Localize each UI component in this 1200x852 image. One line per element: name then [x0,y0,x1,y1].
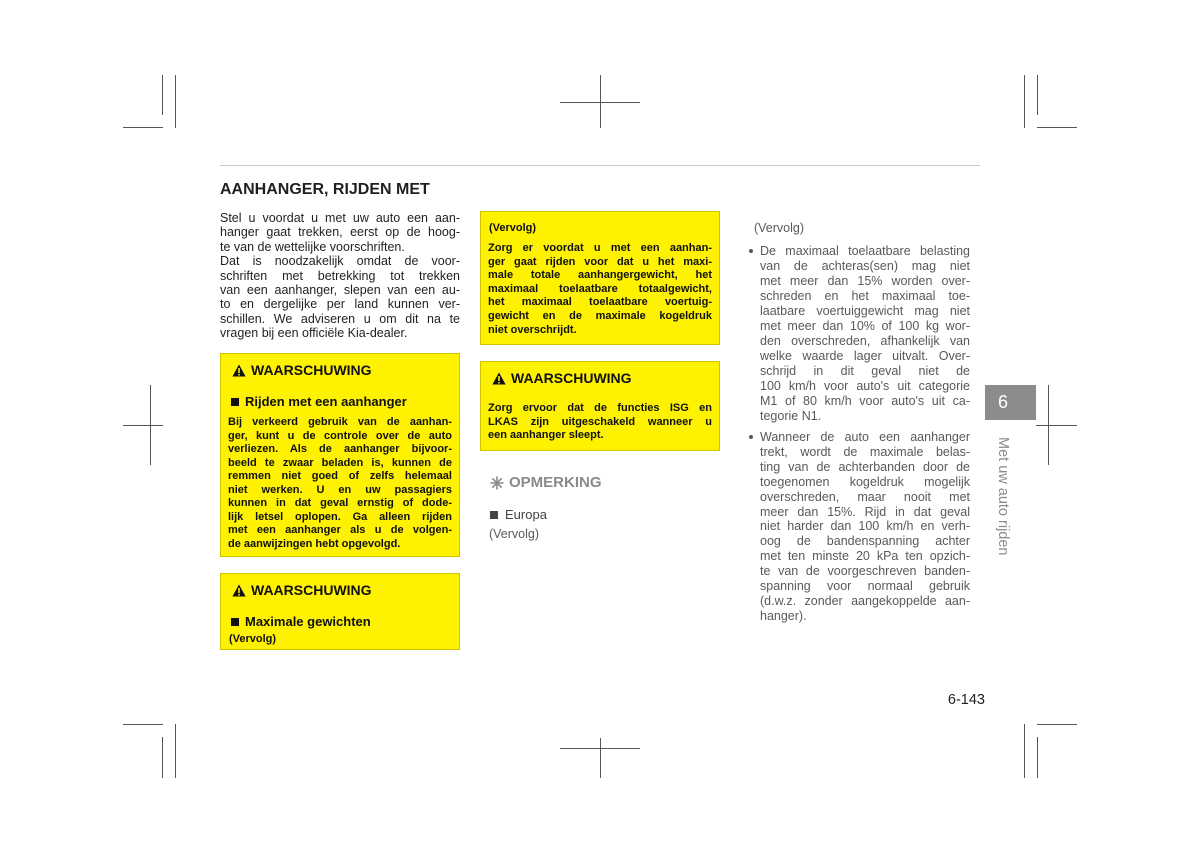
chapter-title: Met uw auto rijden [995,437,1011,556]
list-item-line: ting van de achterbanden door de [760,459,970,474]
list-item-line: De maximaal toelaatbare belasting [760,244,970,258]
warning-body [488,242,712,337]
warning-subheading-label: Maximale gewichten [245,614,371,629]
list-item-line: te van de voorgeschreven banden- [760,564,970,579]
section-heading: AANHANGER, RIJDEN MET [220,181,430,198]
warning-triangle-icon [492,372,506,385]
warning-body-line: het maximaal toelaatbare voertuig- [488,296,712,309]
list-item-line: meer dan 15%. Rijd in dat geval [760,504,970,519]
chapter-number: 6 [998,392,1009,412]
list-item-line: Wanneer de auto een aanhanger [760,430,970,444]
warning-body-line: male totale aanhangergewicht, het [488,269,712,282]
continued-label: (Vervolg) [489,222,537,234]
chapter-tab [985,385,1036,420]
warning-box-trailer-driving [220,353,460,557]
warning-subheading [231,394,407,410]
intro-text-line: te van de wettelijke voorschriften. [220,239,405,254]
warning-body-line: verliezen. Als de aanhanger bijvoor- [228,443,452,455]
warning-body-line: Bij verkeerd gebruik van de aanhan- [228,416,452,428]
intro-text-line: van een aanhanger, slepen van een au- [220,283,460,298]
warning-body [488,402,712,443]
warning-title [232,582,372,598]
intro-text-line: hanger gaat trekken, eerst op de hoog- [220,225,460,240]
bullet-dot-icon [749,249,753,253]
warning-subheading [231,614,371,630]
list-item-line: niet harder dan 100 km/h en verh- [760,519,970,534]
continued-label: (Vervolg) [229,633,277,645]
list-item-line: schrijd in dit geval niet de [760,364,970,378]
intro-text [220,211,460,341]
list-item-line: schreden en het maximaal toe- [760,289,970,303]
warning-triangle-icon [232,364,246,377]
warning-body-line: LKAS zijn uitgeschakeld wanneer u [488,415,712,428]
note-heading-label: OPMERKING [509,474,602,491]
page-number: 6-143 [947,692,985,708]
warning-title [232,362,372,378]
square-bullet-icon [490,511,498,519]
warning-body-line: ger, kunt u de controle over de auto [228,429,452,442]
warning-subheading-label: Rijden met een aanhanger [245,394,407,409]
asterisk-icon [490,476,504,490]
warning-box-maximum-weights [220,573,460,650]
warning-body-line: lijk letsel oplopen. Ga alleen rijden [228,510,452,523]
note-region-item [490,507,547,523]
list-item-line: overschreden, maar nooit met [760,489,970,504]
warning-body-line: maximaal toelaatbare totaalgewicht, [488,282,712,295]
warning-body-line: met een aanhanger als u de volgen- [228,524,452,536]
continued-label: (Vervolg) [489,527,540,541]
list-item-line: spanning voor normaal gebruik [760,579,970,594]
intro-text-line: Dat is noodzakelijk omdat de voor- [220,254,460,269]
warning-triangle-icon [232,584,246,597]
warning-body-line: kunnen in dat geval ernstig of dode- [228,497,452,509]
list-item-line: met meer dan 15% worden over- [760,274,970,288]
warning-body-line: niet overschrijdt. [488,323,577,336]
list-item-line: van de achteras(sen) mag niet [760,259,970,273]
list-item-line: met meer dan 10% of 100 kg wor- [760,319,970,333]
intro-text-line: vragen bij een officiële Kia-dealer. [220,326,408,341]
warning-body-line: remmen niet goed of zelfs helemaal [228,470,452,482]
list-item-line: (d.w.z. zonder aangekoppelde aan- [760,593,970,608]
square-bullet-icon [231,618,239,626]
intro-text-line: schriften met betrekking tot trekken [220,268,460,283]
list-item-line: trekt, wordt de maximale belas- [760,444,970,459]
list-item [760,244,970,424]
list-item-line: den overschreden, afhankelijk van [760,334,970,348]
note-heading [490,475,602,491]
intro-text-line: to en dergelijke per land kunnen ver- [220,297,460,312]
intro-text-line: schillen. We adviseren u om dit na te [220,311,460,326]
warning-body [228,416,452,551]
warning-box-continued [480,211,720,345]
note-region-label: Europa [505,507,547,522]
warning-title-label: WAARSCHUWING [251,582,372,598]
warning-body-line: ger gaat rijden voor dat u het maxi- [488,255,712,268]
list-item [760,430,970,624]
warning-title-label: WAARSCHUWING [511,370,632,386]
top-rule [220,165,980,166]
list-item-line: 100 km/h voor auto's uit categorie [760,379,970,393]
warning-body-line: de aanwijzingen hebt opgevolgd. [228,537,401,550]
warning-title-label: WAARSCHUWING [251,362,372,378]
warning-body-line: niet werken. U en uw passagiers [228,483,452,496]
continued-label: (Vervolg) [754,221,805,235]
warning-body-line: Zorg er voordat u met een aanhan- [488,242,712,254]
bullet-dot-icon [749,435,753,439]
list-item-line: laatbare voertuiggewicht mag niet [760,304,970,318]
intro-text-line: Stel u voordat u met uw auto een aan- [220,211,460,225]
square-bullet-icon [231,398,239,406]
list-item-line: welke waarde lager uitvalt. Over- [760,349,970,363]
list-item-line: tegorie N1. [760,409,822,423]
list-item-line: oog de bandenspanning achter [760,534,970,549]
list-item-line: hanger). [760,608,807,623]
warning-body-line: beeld te zwaar beladen is, kunnen de [228,456,452,469]
warning-box-isg-lkas [480,361,720,451]
list-item-line: M1 of 80 km/h voor auto's uit ca- [760,394,970,408]
warning-body-line: gewicht en de maximale kogeldruk [488,309,712,322]
warning-body-line: een aanhanger sleept. [488,429,604,441]
warning-body-line: Zorg ervoor dat de functies ISG en [488,402,712,414]
list-item-line: met ten minste 20 kPa ten opzich- [760,549,970,564]
list-item-line: toegenomen kogeldruk mogelijk [760,474,970,489]
warning-title [492,370,632,386]
